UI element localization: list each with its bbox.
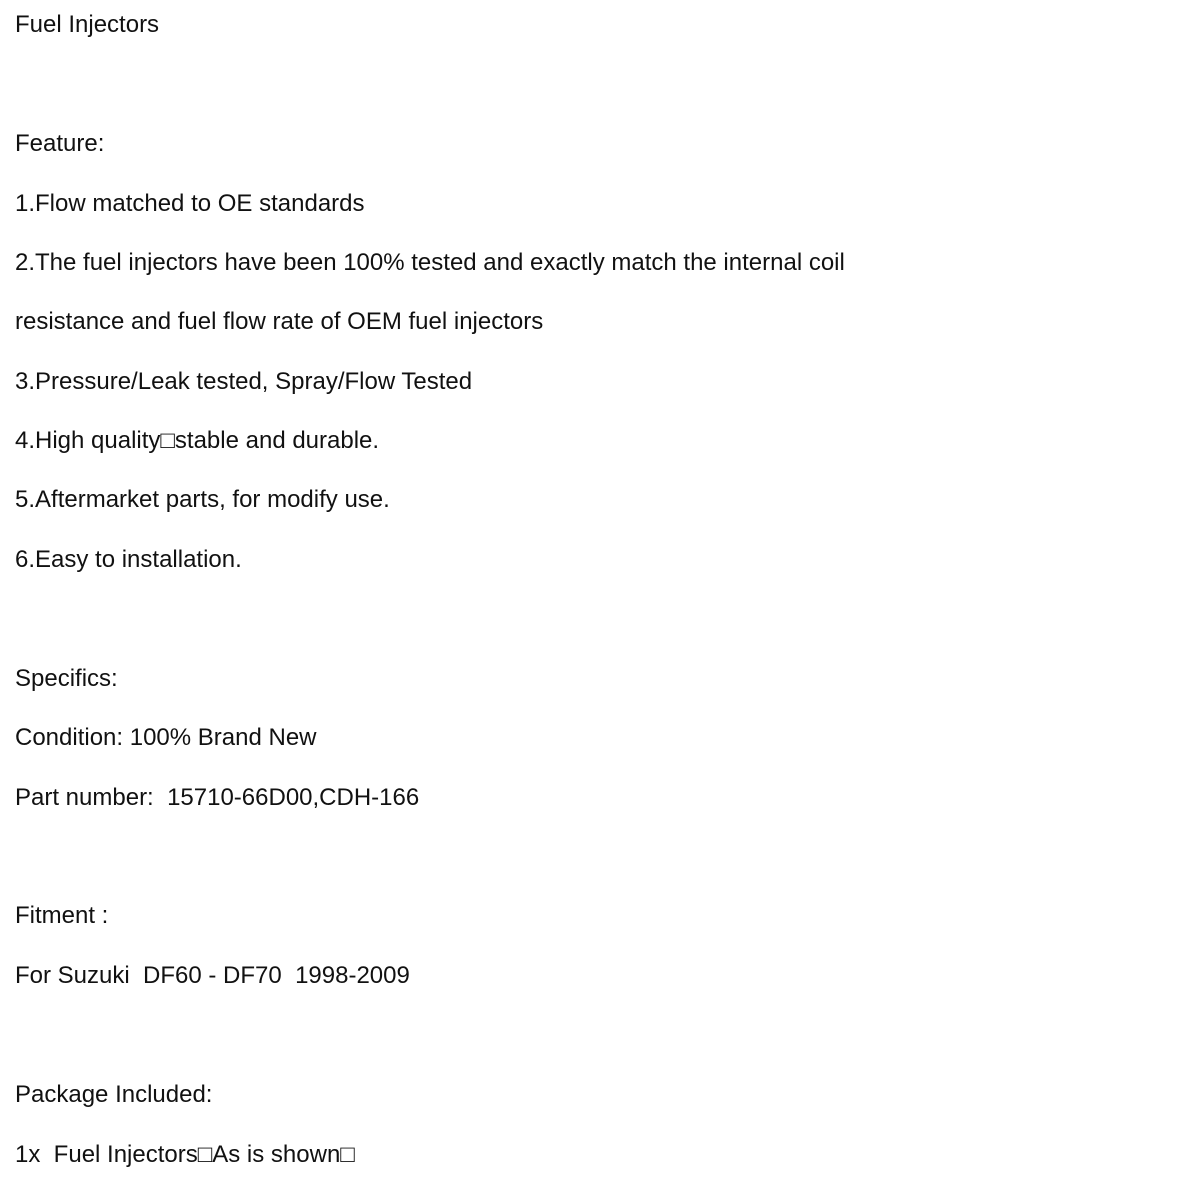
document-title: Fuel Injectors <box>15 11 160 38</box>
package-heading: Package Included: <box>15 1081 213 1108</box>
feature-item-6: 6.Easy to installation. <box>15 546 242 573</box>
fitment-heading: Fitment : <box>15 902 109 929</box>
specifics-heading: Specifics: <box>15 665 118 692</box>
feature-item-3: 3.Pressure/Leak tested, Spray/Flow Tested <box>15 368 473 395</box>
feature-item-1: 1.Flow matched to OE standards <box>15 190 365 217</box>
feature-item-2-continued: resistance and fuel flow rate of OEM fuel injectors <box>15 308 544 335</box>
feature-item-5: 5.Aftermarket parts, for modify use. <box>15 486 390 513</box>
fitment-vehicle: For Suzuki DF60 - DF70 1998-2009 <box>15 962 410 989</box>
specifics-part-number: Part number: 15710-66D00,CDH-166 <box>15 784 420 811</box>
package-item: 1x Fuel Injectors□As is shown□ <box>15 1141 355 1168</box>
feature-item-2: 2.The fuel injectors have been 100% tested and exactly match the internal coil <box>15 249 845 276</box>
feature-item-4: 4.High quality□stable and durable. <box>15 427 380 454</box>
feature-heading: Feature: <box>15 130 105 157</box>
specifics-condition: Condition: 100% Brand New <box>15 724 317 751</box>
